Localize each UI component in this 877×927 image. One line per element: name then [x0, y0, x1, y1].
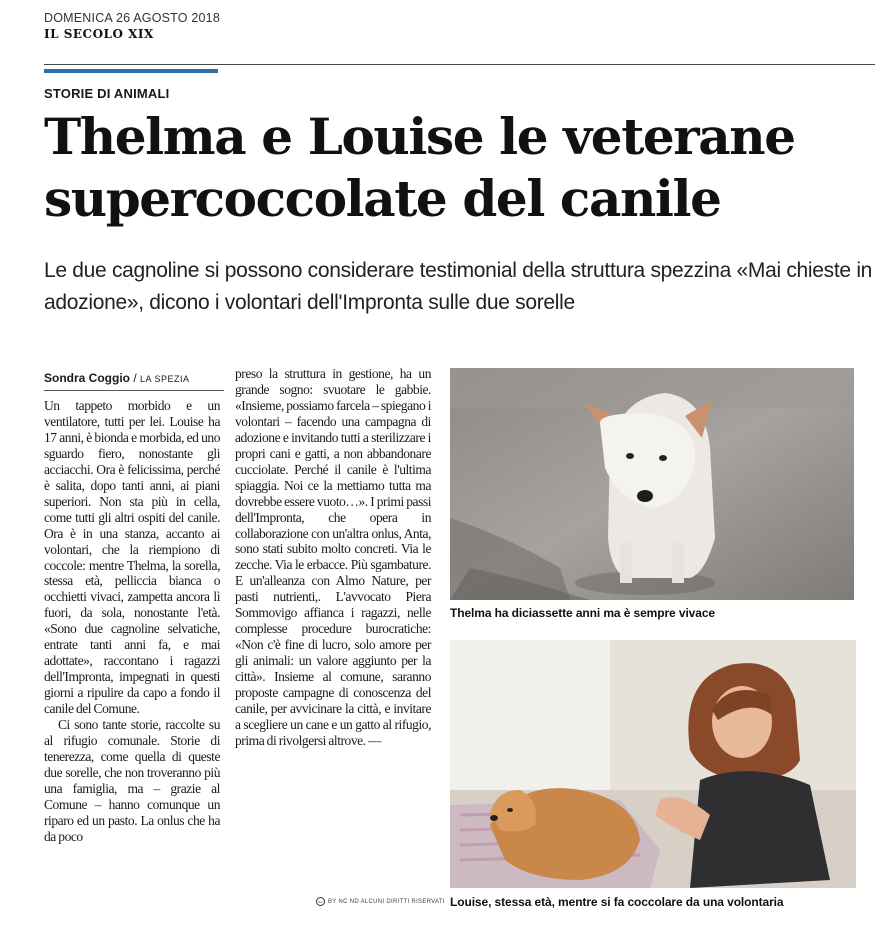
- byline-slash: /: [133, 371, 141, 385]
- photo-thelma: [450, 368, 854, 600]
- body-paragraph: Ci sono tante storie, raccolte su al rifugio comunale. Storie di tenerezza, come quella di queste due sorelle, che non troveranno più una famiglia, ma – grazie al Comune – hanno comunque un riparo ed un pasto. La onlus che ha da poco: [44, 717, 220, 844]
- section-kicker: STORIE DI ANIMALI: [44, 86, 170, 101]
- copyright-text: BY NC ND ALCUNI DIRITTI RISERVATI: [328, 898, 445, 905]
- byline: [44, 371, 190, 385]
- byline-location: LA SPEZIA: [140, 374, 190, 384]
- photo-louise: [450, 640, 856, 888]
- byline-divider: [44, 390, 224, 391]
- byline-author: Sondra Coggio: [44, 371, 130, 385]
- photo-louise-illustration: [450, 640, 856, 888]
- header-divider: [44, 64, 875, 65]
- body-paragraph: preso la struttura in gestione, ha un grande sogno: svuotare le gabbie. «Insieme, possiamo farcela – spiegano i volontari – facendo una campagna di adozione e invitando tutti a sterilizzare i propri cani e gatti, a non abbandonare cucciolate. Perché il canile è l'ultima spiaggia. Noi ce la mettiamo tutta ma dovrebbe essere vuoto…». I primi passi dell'Impronta, che opera in collaborazione con un'altra onlus, Anta, sono stati subito molto concreti. Via le zecche. Via le erbacce. Più sgambature. E un'alleanza con Almo Nature, per pasti nutrienti,. L'avvocato Piera Sommovigo affianca i ragazzi, nelle complesse procedure burocratiche: «Non c'è fine di lucro, solo amore per gli animali: un valore aggiunto per la città». Insieme al comune, saranno proposte campagne di conoscenza del canile, per avvicinare la città, e invitare a scegliere un cane e un gatto al rifugio, prima di rivolgersi altrove. —: [235, 366, 431, 748]
- article-column-2: [235, 366, 431, 749]
- copyright-notice: [316, 897, 445, 906]
- photo-caption-louise: Louise, stessa età, mentre si fa coccolare da una volontaria: [450, 895, 784, 909]
- photo-caption-thelma: Thelma ha diciassette anni ma è sempre vivace: [450, 606, 715, 620]
- newspaper-masthead: IL SECOLO XIX: [44, 27, 154, 41]
- body-paragraph: Un tappeto morbido e un ventilatore, tutti per lei. Louise ha 17 anni, è bionda e morbida, ed uno sguardo fiero, nonostante gli acciacchi. Ora è felicissima, perché è salita, dopo tanti anni, ai piani superiori. Non sta più in cella, come tutti gli altri ospiti del canile. Ora è in una stanza, accanto ai volontari, che la riempiono di coccole: mentre Thelma, la sorella, stessa età, pelliccia bianca o occhietti vivaci, zampetta ancora lì fuori, da sola, nonostante l'età. «Sono due cagnoline selvatiche, entrate tanti anni fa, e mai adottate», raccontano i ragazzi dell'Impronta, impegnati in questi giorni a ripulire da capo a fondo il canile del Comune.: [44, 398, 220, 717]
- creative-commons-icon: cc: [316, 897, 325, 906]
- issue-date: DOMENICA 26 AGOSTO 2018: [44, 11, 220, 25]
- section-accent-bar: [44, 69, 218, 73]
- article-subhead: Le due cagnoline si possono considerare testimonial della struttura spezzina «Mai chieste in adozione», dicono i volontari dell'Impronta sulle due sorelle: [44, 259, 873, 314]
- photo-thelma-illustration: [450, 368, 854, 600]
- article-column-1: [44, 398, 220, 845]
- article-headline: Thelma e Louise le veterane supercoccolate del canile: [44, 107, 795, 228]
